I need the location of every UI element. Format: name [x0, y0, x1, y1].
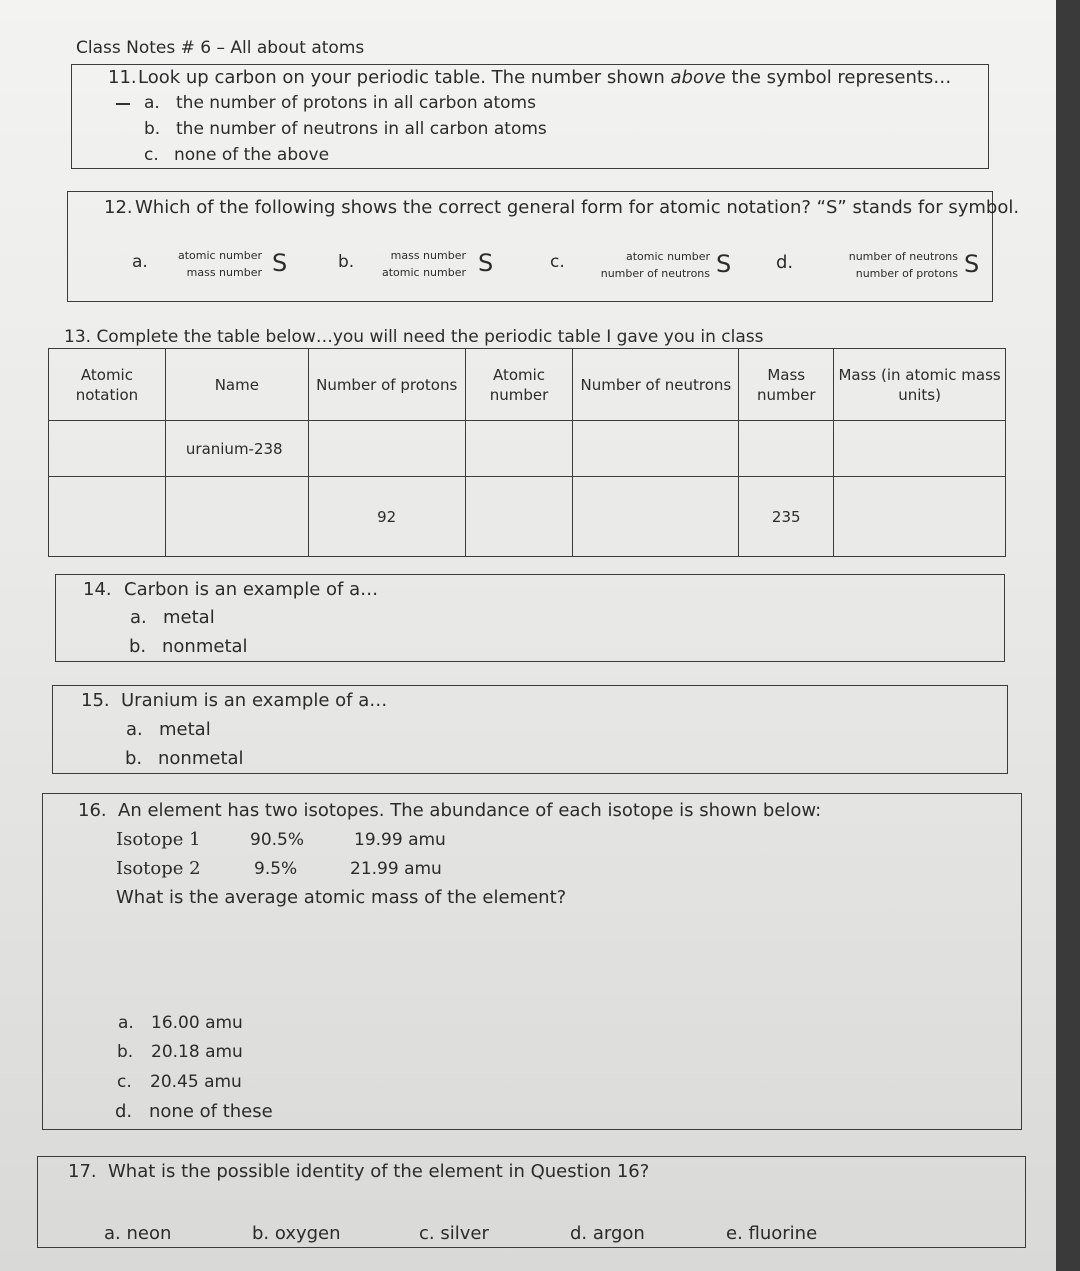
- q15-prompt: Uranium is an example of a…: [121, 690, 388, 711]
- background-edge: [1056, 0, 1080, 1271]
- q12-c-bottom: number of neutrons: [600, 267, 710, 280]
- isotope-1-name: Isotope 1: [116, 829, 201, 850]
- q12-b-bottom: atomic number: [381, 266, 466, 279]
- q12-c-top: atomic number: [625, 250, 710, 263]
- cell-input[interactable]: [465, 421, 573, 477]
- cell-input[interactable]: [834, 421, 1006, 477]
- q16-option-b[interactable]: 20.18 amu: [151, 1042, 243, 1062]
- q12-d-bottom: number of protons: [855, 267, 958, 280]
- handwritten-answer-mark: [116, 103, 130, 105]
- q17-prompt: What is the possible identity of the element in Question 16?: [108, 1161, 650, 1182]
- q16-option-d[interactable]: none of these: [149, 1101, 273, 1122]
- q17-option-c[interactable]: c. silver: [419, 1223, 489, 1244]
- q15-number: 15.: [81, 690, 110, 711]
- q12-d-symbol: S: [964, 250, 980, 278]
- table-row: [49, 421, 1006, 477]
- q12-option-a[interactable]: [176, 249, 262, 279]
- cell-input[interactable]: [573, 477, 739, 557]
- q15-option-b[interactable]: nonmetal: [158, 748, 244, 769]
- q16-number: 16.: [78, 800, 107, 821]
- q16-option-d-letter: d.: [115, 1101, 133, 1122]
- q12-b-symbol: S: [478, 249, 494, 277]
- q11-option-b-letter: b.: [144, 119, 161, 139]
- q12-a-symbol: S: [272, 249, 288, 277]
- q13-prompt: 13. Complete the table below…you will need the periodic table I gave you in class: [64, 327, 764, 347]
- table-header-row: [49, 349, 1006, 421]
- q14-option-b[interactable]: nonmetal: [162, 636, 248, 657]
- q11-option-a-letter: a.: [144, 93, 160, 113]
- isotope-1-mass: 19.99 amu: [354, 830, 446, 850]
- isotope-1-abundance: 90.5%: [250, 830, 305, 850]
- q11-option-b[interactable]: the number of neutrons in all carbon atoms: [176, 119, 547, 139]
- col-atomic-number: Atomic number: [465, 349, 573, 421]
- cell-input[interactable]: [834, 477, 1006, 557]
- q11-prompt-part1: Look up carbon on your periodic table. The number shown: [138, 67, 671, 88]
- q12-option-c-letter: c.: [550, 252, 565, 272]
- q11-option-c-letter: c.: [144, 145, 159, 165]
- cell-input[interactable]: [739, 421, 834, 477]
- cell-mass-number: 235: [739, 477, 834, 557]
- q11-option-a[interactable]: the number of protons in all carbon atoms: [176, 93, 536, 113]
- q12-option-a-letter: a.: [132, 252, 148, 272]
- cell-input[interactable]: [49, 477, 166, 557]
- col-number-of-neutrons: Number of neutrons: [573, 349, 739, 421]
- atom-data-table: [48, 348, 1006, 557]
- q12-option-c[interactable]: [590, 250, 710, 280]
- q12-a-top: atomic number: [177, 249, 262, 262]
- q12-b-top: mass number: [390, 249, 466, 262]
- q11-prompt-emphasis: above: [670, 67, 726, 88]
- q14-option-a[interactable]: metal: [163, 607, 215, 628]
- q12-option-d[interactable]: [836, 250, 958, 280]
- q16-option-b-letter: b.: [117, 1042, 134, 1062]
- q16-option-c-letter: c.: [117, 1072, 132, 1092]
- col-mass-amu: Mass (in atomic mass units): [834, 349, 1006, 421]
- page-title: Class Notes # 6 – All about atoms: [76, 38, 365, 58]
- q16-option-c[interactable]: 20.45 amu: [150, 1072, 242, 1092]
- q17-option-b[interactable]: b. oxygen: [252, 1223, 341, 1244]
- cell-input[interactable]: [308, 421, 465, 477]
- q16-option-a-letter: a.: [118, 1013, 134, 1033]
- q16-question: What is the average atomic mass of the element?: [116, 887, 567, 908]
- col-number-of-protons: Number of protons: [308, 349, 465, 421]
- col-atomic-notation: Atomic notation: [49, 349, 166, 421]
- q15-option-b-letter: b.: [125, 748, 143, 769]
- cell-input[interactable]: [165, 477, 308, 557]
- q17-number: 17.: [68, 1161, 97, 1182]
- q11-number: 11.: [108, 67, 137, 88]
- q12-prompt: Which of the following shows the correct general form for atomic notation? “S” stands for symbol.: [135, 197, 1020, 218]
- isotope-2-mass: 21.99 amu: [350, 859, 442, 879]
- q12-d-top: number of neutrons: [848, 250, 958, 263]
- q15-option-a-letter: a.: [126, 719, 143, 740]
- q12-number: 12.: [104, 197, 133, 218]
- cell-input[interactable]: [49, 421, 166, 477]
- q14-option-b-letter: b.: [129, 636, 147, 657]
- isotope-2-abundance: 9.5%: [254, 859, 298, 879]
- q11-option-c[interactable]: none of the above: [174, 145, 330, 165]
- cell-input[interactable]: [573, 421, 739, 477]
- q15-option-a[interactable]: metal: [159, 719, 211, 740]
- q12-option-b[interactable]: [380, 249, 466, 279]
- q12-option-b-letter: b.: [338, 252, 355, 272]
- q16-prompt: An element has two isotopes. The abundance of each isotope is shown below:: [118, 800, 822, 821]
- q12-a-bottom: mass number: [186, 266, 262, 279]
- q17-option-e[interactable]: e. fluorine: [726, 1223, 818, 1244]
- cell-input[interactable]: [465, 477, 573, 557]
- q14-prompt: Carbon is an example of a…: [124, 579, 379, 600]
- col-name: Name: [165, 349, 308, 421]
- q12-c-symbol: S: [716, 250, 732, 278]
- q11-prompt-part2: the symbol represents…: [725, 67, 952, 88]
- q12-option-d-letter: d.: [776, 252, 794, 273]
- cell-protons: 92: [308, 477, 465, 557]
- q14-option-a-letter: a.: [130, 607, 147, 628]
- q16-option-a[interactable]: 16.00 amu: [151, 1013, 243, 1033]
- q17-option-a[interactable]: a. neon: [104, 1223, 172, 1244]
- q14-number: 14.: [83, 579, 112, 600]
- isotope-2-name: Isotope 2: [116, 858, 201, 879]
- table-row: [49, 477, 1006, 557]
- q17-option-d[interactable]: d. argon: [570, 1223, 645, 1244]
- col-mass-number: Mass number: [739, 349, 834, 421]
- cell-name: uranium-238: [165, 421, 308, 477]
- q11-prompt: [138, 67, 951, 89]
